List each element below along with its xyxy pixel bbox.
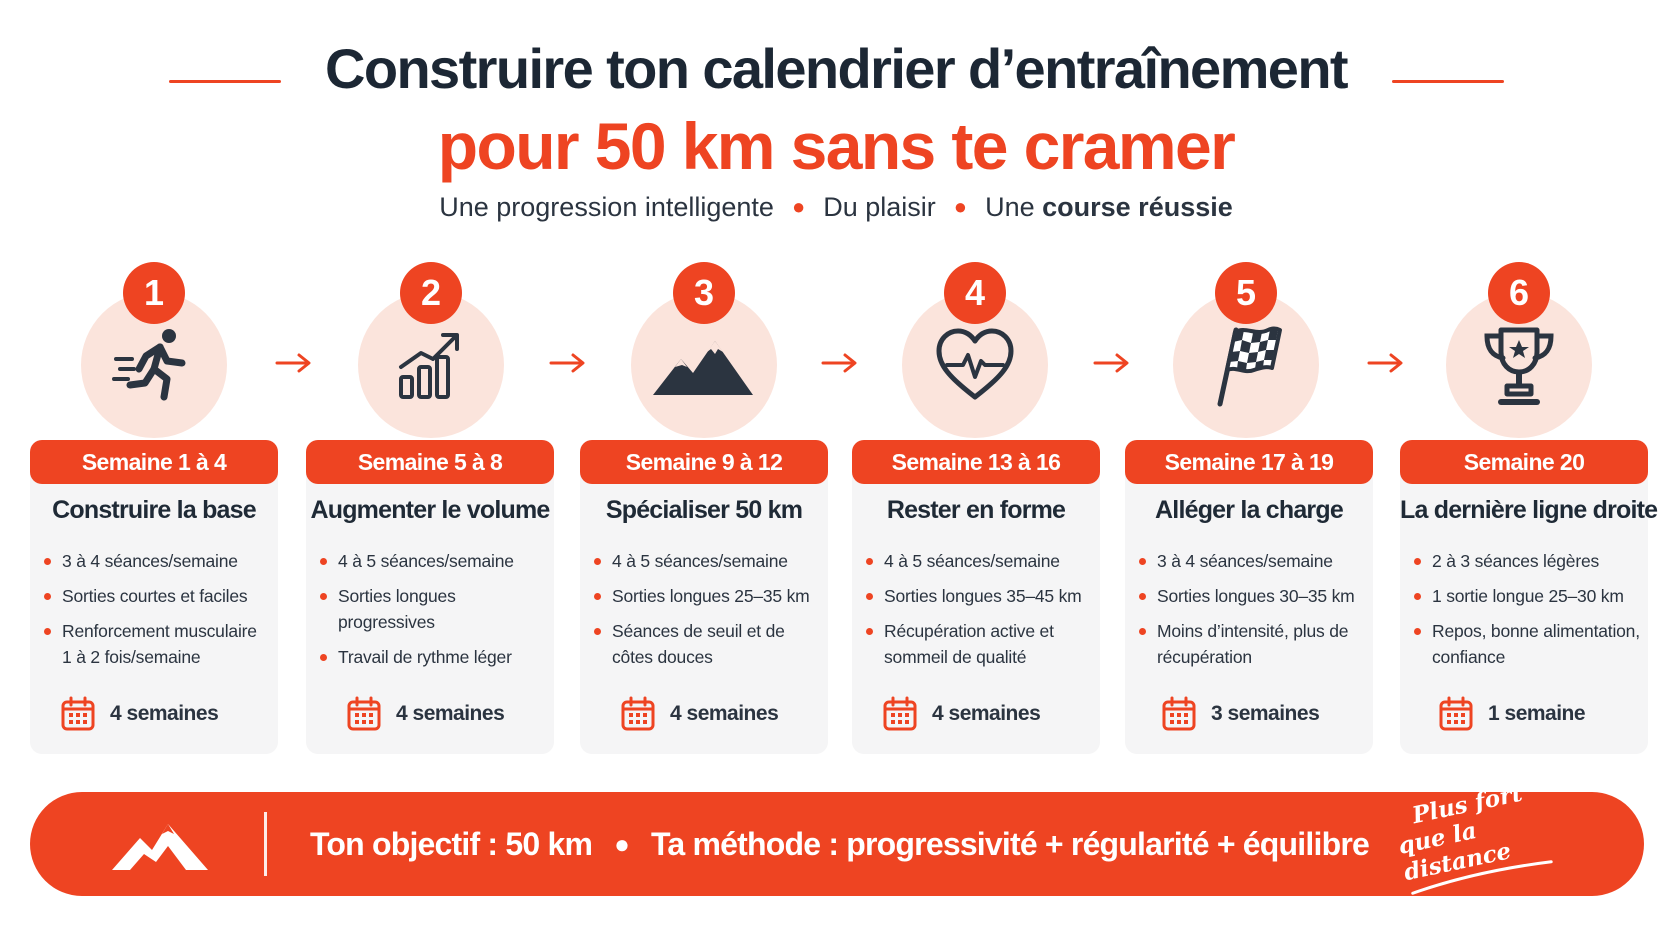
calendar-icon — [620, 696, 656, 732]
page-subtitle — [0, 192, 1672, 223]
subtitle-part-3: Une — [985, 192, 1035, 222]
step-duration — [60, 696, 218, 732]
calendar-icon — [60, 696, 96, 732]
step-title: Augmenter le volume — [310, 496, 550, 524]
subtitle-dot: ● — [791, 194, 806, 219]
step-bullet-list — [320, 548, 546, 679]
step-card — [30, 440, 278, 754]
brand-tagline-line1: Plus fort — [1409, 779, 1525, 830]
trophy-icon — [1479, 322, 1559, 408]
list-item: Sorties courtes et faciles — [44, 583, 270, 609]
step-card — [852, 440, 1100, 754]
step-card — [1125, 440, 1373, 754]
banner-dot: ● — [614, 828, 630, 859]
subtitle-dot: ● — [953, 194, 968, 219]
step-number-badge: 5 — [1215, 262, 1277, 324]
list-item: Travail de rythme léger — [320, 644, 546, 670]
week-range-label: Semaine 9 à 12 — [580, 440, 828, 484]
page-title: Construire ton calendrier d’entraînement — [325, 37, 1347, 100]
calendar-icon — [1161, 696, 1197, 732]
duration-label: 4 semaines — [932, 702, 1041, 725]
duration-label: 4 semaines — [396, 702, 505, 725]
step-number-badge: 1 — [123, 262, 185, 324]
step-duration — [1438, 696, 1585, 732]
checkered-flag-icon — [1206, 322, 1286, 408]
list-item: Repos, bonne alimentation, confiance — [1414, 618, 1640, 670]
step-bullet-list — [1139, 548, 1365, 679]
step-bullet-list — [44, 548, 270, 679]
growth-chart-icon — [391, 325, 471, 405]
list-item: 4 à 5 séances/semaine — [594, 548, 820, 574]
duration-label: 4 semaines — [670, 702, 779, 725]
subtitle-part-3-bold: course réussie — [1042, 192, 1233, 222]
list-item: 1 sortie longue 25–30 km — [1414, 583, 1640, 609]
list-item: 4 à 5 séances/semaine — [866, 548, 1092, 574]
banner-method: Ta méthode : progressivité + régularité + équilibre — [651, 825, 1369, 862]
runner-icon — [112, 323, 196, 407]
mountain-logo-icon — [110, 812, 210, 874]
step-number-badge: 2 — [400, 262, 462, 324]
arrow-right-icon — [1092, 350, 1132, 376]
step-duration — [620, 696, 778, 732]
duration-label: 4 semaines — [110, 702, 219, 725]
step-bullet-list — [1414, 548, 1640, 679]
subtitle-part-1: Une progression intelligente — [439, 192, 774, 222]
week-range-label: Semaine 17 à 19 — [1125, 440, 1373, 484]
step-duration — [346, 696, 504, 732]
duration-label: 1 semaine — [1488, 702, 1586, 725]
step-title: Construire la base — [52, 496, 256, 524]
banner-objective: Ton objectif : 50 km — [310, 825, 593, 862]
list-item: Sorties longues 30–35 km — [1139, 583, 1365, 609]
arrow-right-icon — [1366, 350, 1406, 376]
subtitle-part-2: Du plaisir — [823, 192, 936, 222]
week-range-label: Semaine 1 à 4 — [30, 440, 278, 484]
step-card — [306, 440, 554, 754]
step-card — [580, 440, 828, 754]
banner-message — [310, 792, 1369, 896]
calendar-icon — [882, 696, 918, 732]
step-duration — [1161, 696, 1319, 732]
step-bullet-list — [594, 548, 820, 679]
list-item: Renforcement musculaire 1 à 2 fois/semaine — [44, 618, 270, 670]
step-title: Spécialiser 50 km — [605, 496, 803, 524]
list-item: Sorties longues progressives — [320, 583, 546, 635]
page-title-highlight: pour 50 km sans te cramer — [437, 109, 1235, 183]
list-item: Sorties longues 35–45 km — [866, 583, 1092, 609]
list-item: 4 à 5 séances/semaine — [320, 548, 546, 574]
list-item: 3 à 4 séances/semaine — [44, 548, 270, 574]
step-title: Rester en forme — [886, 496, 1066, 524]
list-item: Sorties longues 25–35 km — [594, 583, 820, 609]
step-duration — [882, 696, 1040, 732]
step-title: La dernière ligne droite — [1400, 496, 1658, 524]
brand-tagline — [1390, 770, 1585, 898]
calendar-icon — [346, 696, 382, 732]
step-number-badge: 3 — [673, 262, 735, 324]
week-range-label: Semaine 5 à 8 — [306, 440, 554, 484]
step-number-badge: 4 — [944, 262, 1006, 324]
step-number-badge: 6 — [1488, 262, 1550, 324]
list-item: Séances de seuil et de côtes douces — [594, 618, 820, 670]
step-title: Alléger la charge — [1155, 496, 1343, 524]
list-item: Récupération active et sommeil de qualité — [866, 618, 1092, 670]
arrow-right-icon — [820, 350, 860, 376]
banner-divider — [264, 812, 267, 876]
list-item: 3 à 4 séances/semaine — [1139, 548, 1365, 574]
summary-banner — [30, 779, 1644, 896]
week-range-label: Semaine 20 — [1400, 440, 1648, 484]
heartbeat-icon — [935, 327, 1015, 403]
list-item: Moins d’intensité, plus de récupération — [1139, 618, 1365, 670]
mountain-icon — [649, 325, 759, 405]
step-card — [1400, 440, 1658, 754]
step-bullet-list — [866, 548, 1092, 679]
arrow-right-icon — [548, 350, 588, 376]
list-item: 2 à 3 séances légères — [1414, 548, 1640, 574]
week-range-label: Semaine 13 à 16 — [852, 440, 1100, 484]
duration-label: 3 semaines — [1211, 702, 1320, 725]
brand-tagline-line2: que la distance — [1395, 816, 1514, 887]
calendar-icon — [1438, 696, 1474, 732]
arrow-right-icon — [274, 350, 314, 376]
